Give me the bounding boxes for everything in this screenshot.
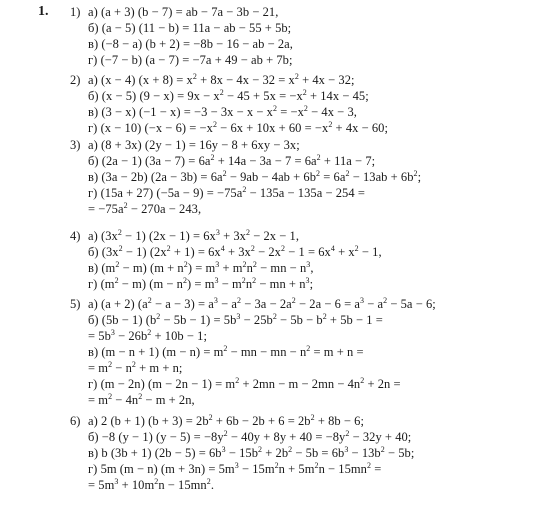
- section-label: 1): [70, 5, 81, 19]
- equation-line: в) (3 − x) $(-1 - x) = -3 - 3x - x - x^2 = -x^2 - 4x - 3$,: [88, 104, 357, 119]
- section-label: 4): [70, 229, 81, 243]
- equation-line: а) (x − 4) $(x + 8) = x^2 + 8x - 4x - 32 = x^2 + 4x - 32$;: [88, 72, 355, 87]
- equation-line: б) (x − 5) $(9 - x) = 9x - x^2 - 45 + 5x = -x^2 + 14x - 45$;: [88, 88, 369, 103]
- equation-line: г) 5m (m − n) $(m + 3n) = 5m^3 - 15m^2n + 5m^2n - 15mn^2$ =: [88, 461, 382, 476]
- equation-line: б) (2a − 1) $(3a - 7) = 6a^2 + 14a - 3a - 7 = 6a^2 + 11a - 7$;: [88, 153, 376, 168]
- problem-number: 1.: [38, 4, 49, 19]
- equation-line: а) 2 (b + 1) $(b + 3) = 2b^2 + 6b - 2b + 6 = 2b^2 + 8b - 6$;: [88, 413, 364, 428]
- equation-line: = $m^2 - 4n^2 - m + 2n$,: [88, 392, 195, 407]
- equation-line: г) $(m^2 - m) (m - n^2) = m^3 - m^2n^2$ − mn + $n^3$;: [88, 276, 314, 291]
- equation-line: б) −8 (y − 1) $(y - 5) = -8y^2 - 40y + 8y + 40 = -8y^2 - 32y + 40$;: [88, 429, 412, 444]
- section-label: 3): [70, 138, 81, 152]
- equation-line: б) $(3x^2 - 1) (2x^2 + 1) = 6x^4 + 3x^2 - 2x^2 - 1 = 6x^4 + x^2 - 1$,: [88, 244, 382, 259]
- equation-line: в) (−8 − a) (b + 2) = −8b − 16 − ab − 2a,: [88, 37, 293, 51]
- equation-line: в) $(m^2 - m) (m + n^2) = m^3 + m^2n^2$ − mn − $n^3$,: [88, 260, 314, 275]
- equation-line: а) (a + 3) (b − 7) = ab − 7a − 3b − 21,: [88, 5, 279, 19]
- equation-line: а) (a + 2) $(a^2 - a - 3) = a^3 - a^2 - 3a - 2a^2 - 2a - 6 = a^3 - a^2 - 5a - 6$;: [88, 296, 436, 311]
- equation-line: а) $(3x^2 - 1) (2x - 1) = 6x^3 + 3x^2 - 2x - 1$,: [88, 228, 300, 243]
- equation-line: г) (15a + 27) $(-5a - 9) = -75a^2 - 135a - 135a - 254$ =: [88, 185, 365, 200]
- section-label: 6): [70, 414, 81, 428]
- equation-line: а) (8 + 3x) (2y − 1) = 16y − 8 + 6xy − 3x;: [88, 138, 300, 152]
- equation-line: г) (m − 2n) $(m - 2n - 1) = m^2 + 2mn - m - 2mn - 4n^2 + 2n$ =: [88, 376, 401, 391]
- equation-line: в) (3a − 2b) $(2a - 3b) = 6a^2 - 9ab - 4ab + 6b^2 = 6a^2 - 13ab + 6b^2$;: [88, 169, 422, 184]
- section-label: 5): [70, 297, 81, 311]
- equation-line: = $5b^3 - 26b^2 + 10b - 1$;: [88, 328, 207, 343]
- equation-line: в) b (3b + 1) $(2b - 5) = 6b^3 - 15b^2 + 2b^2 - 5b = 6b^3 - 13b^2 - 5b$;: [88, 445, 415, 460]
- equation-line: = $m^2 - n^2 + m + n$;: [88, 360, 183, 375]
- equation-line: г) (−7 − b) (a − 7) = −7a + 49 − ab + 7b;: [88, 53, 293, 67]
- equation-line: в) (m − n + 1) $(m - n) = m^2$ − mn − mn − $n^2 = m + n$ =: [88, 344, 364, 359]
- equation-line: = $-75a^2 - 270a - 243$,: [88, 201, 202, 216]
- section-label: 2): [70, 73, 81, 87]
- equation-line: б) (a − 5) (11 − b) = 11a − ab − 55 + 5b;: [88, 21, 292, 35]
- equation-line: = $5m^3 + 10m^2n - 15mn^2$.: [88, 477, 214, 492]
- equation-line: б) (5b − 1) $(b^2 - 5b - 1) = 5b^3 - 25b^2 - 5b - b^2 + 5b - 1$ =: [88, 312, 383, 327]
- equation-line: г) (x − 10) $(-x - 6) = -x^2 - 6x + 10x + 60 = -x^2 + 4x - 60$;: [88, 120, 388, 135]
